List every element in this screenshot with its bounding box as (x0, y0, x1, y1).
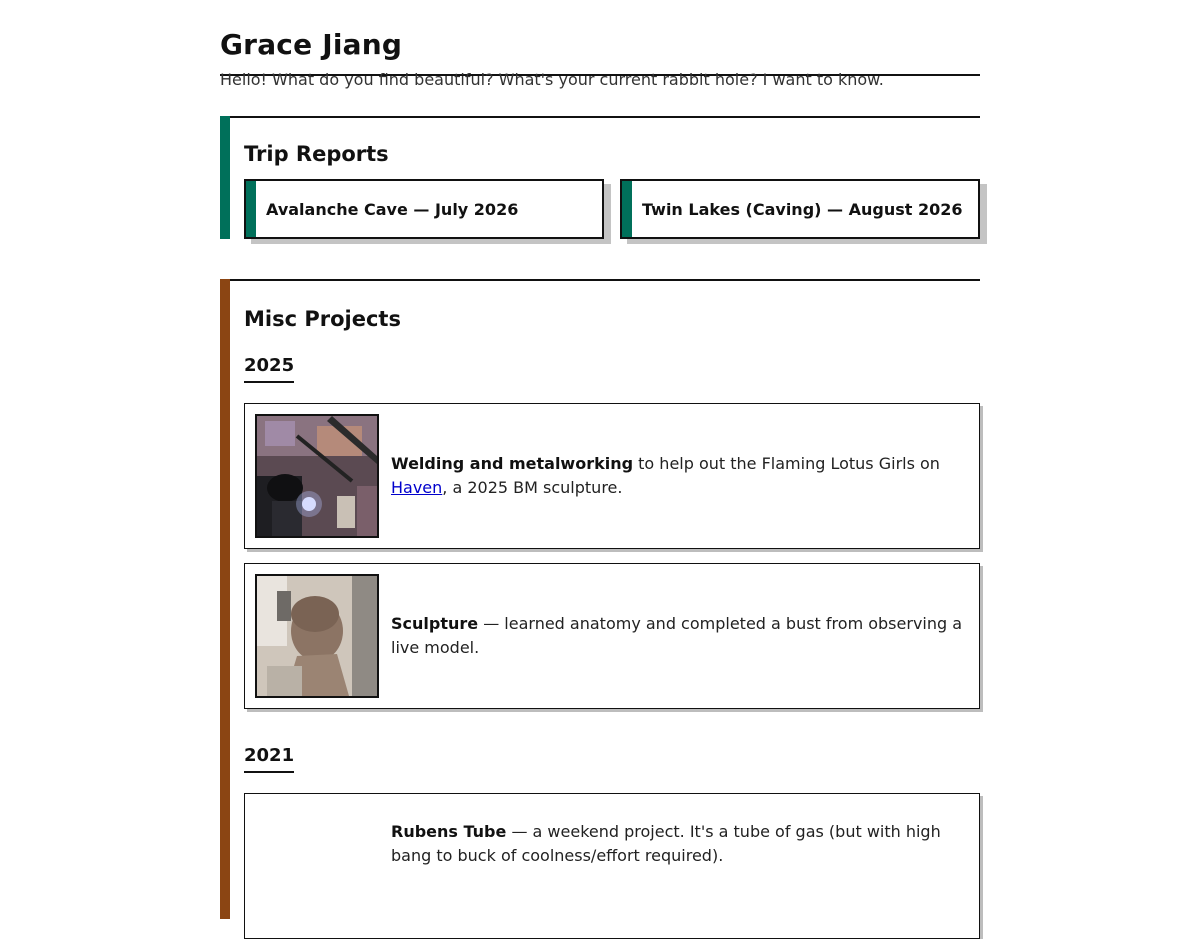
trip-card-label: Twin Lakes (Caving) — August 2026 (642, 199, 963, 219)
site-header (220, 0, 980, 89)
project-text-sculpture: — learned anatomy and completed a bust from observing a live model. (391, 614, 963, 657)
trip-card-label: Avalanche Cave — July 2026 (266, 199, 519, 219)
project-title-sculpture: Sculpture (391, 614, 479, 633)
project-text-welding: to help out the Flaming Lotus Girls on (633, 454, 940, 473)
project-description-welding (391, 452, 965, 500)
trip-report-list (244, 179, 980, 239)
trip-card-twin-lakes[interactable] (620, 179, 980, 239)
page (220, 0, 980, 919)
site-title: Grace Jiang (220, 28, 403, 61)
trip-card-accent (622, 181, 632, 237)
trip-card-avalanche-cave[interactable] (244, 179, 604, 239)
misc-projects-title: Misc Projects (244, 307, 401, 331)
rubens-tube-photo-icon (255, 804, 379, 928)
project-card-rubens-tube (244, 793, 980, 939)
year-heading-2021: 2021 (244, 745, 294, 773)
misc-projects-section (220, 279, 980, 919)
trip-card-accent (246, 181, 256, 237)
project-text-rubens-tube: — a weekend project. It's a tube of gas (but with high bang to buck of coolness/effort required). (391, 822, 941, 865)
trip-reports-section (220, 116, 980, 239)
welding-photo-icon (255, 414, 379, 538)
project-card-welding (244, 403, 980, 549)
sculpture-bust-photo-icon (255, 574, 379, 698)
project-card-sculpture (244, 563, 980, 709)
trip-reports-title: Trip Reports (244, 142, 389, 166)
haven-link[interactable]: Haven (391, 478, 443, 497)
trip-reports-accent-bar (220, 116, 230, 239)
project-title-rubens-tube: Rubens Tube (391, 822, 507, 841)
year-heading-2025: 2025 (244, 355, 294, 383)
project-description-rubens-tube (391, 820, 965, 868)
project-text-welding-after: , a 2025 BM sculpture. (442, 478, 623, 497)
misc-projects-accent-bar (220, 279, 230, 919)
project-title-welding: Welding and metalworking (391, 454, 634, 473)
project-description-sculpture (391, 612, 965, 660)
tagline: Hello! What do you find beautiful? What's your current rabbit hole? I want to know. (220, 70, 884, 89)
